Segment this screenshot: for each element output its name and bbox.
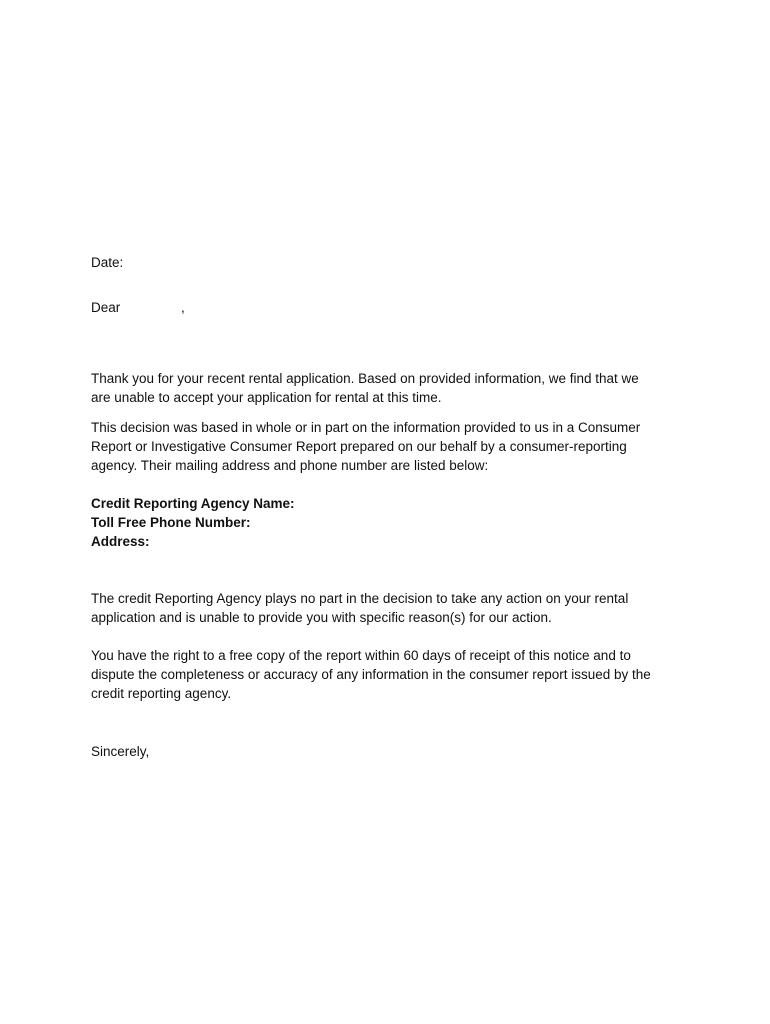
salutation-comma: , xyxy=(181,300,185,315)
paragraph2-line1: This decision was based in whole or in part on the information provided to us in a Consumer xyxy=(91,420,641,435)
paragraph2-line3: agency. Their mailing address and phone number are listed below: xyxy=(91,458,489,473)
paragraph2-line2: Report or Investigative Consumer Report prepared on our behalf by a consumer-reporting xyxy=(91,439,627,454)
paragraph3-line1: The credit Reporting Agency plays no part in the decision to take any action on your rental xyxy=(91,591,629,606)
salutation-text: Dear xyxy=(91,300,121,315)
agency-name-label: Credit Reporting Agency Name: xyxy=(91,496,295,511)
salutation xyxy=(91,298,185,317)
paragraph4-line2: dispute the completeness or accuracy of any information in the consumer report issued by the xyxy=(91,667,651,682)
paragraph4-line3: credit reporting agency. xyxy=(91,686,232,701)
date-label: Date: xyxy=(91,255,124,270)
closing: Sincerely, xyxy=(91,744,150,759)
paragraph1-line1: Thank you for your recent rental application. Based on provided information, we find that we xyxy=(91,371,639,386)
paragraph3-line2: application and is unable to provide you with specific reason(s) for our action. xyxy=(91,610,552,625)
agency-phone-label: Toll Free Phone Number: xyxy=(91,515,251,530)
agency-address-label: Address: xyxy=(91,534,150,549)
paragraph1-line2: are unable to accept your application for rental at this time. xyxy=(91,390,442,405)
paragraph4-line1: You have the right to a free copy of the report within 60 days of receipt of this notice and to xyxy=(91,648,631,663)
